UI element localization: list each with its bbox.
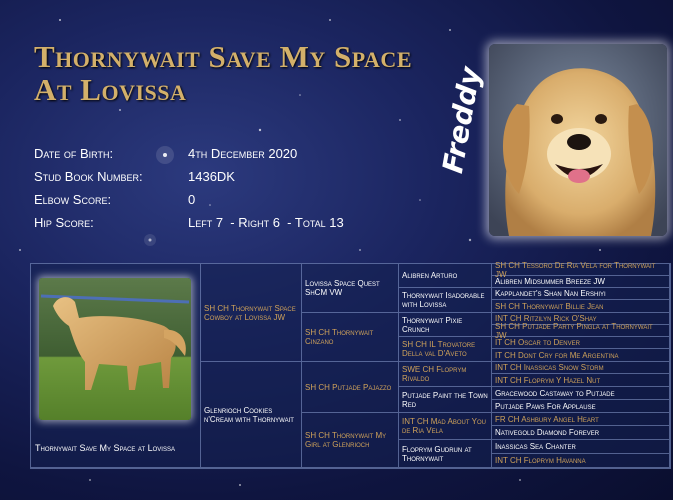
info-value: 0: [188, 192, 196, 207]
pedigree-grandparent: [302, 313, 399, 362]
pedigree-gen4: [492, 426, 670, 440]
dog-standing-photo: [39, 278, 191, 420]
pedigree-great-grandparent: [399, 362, 492, 387]
pedigree-gen4: [492, 440, 670, 454]
pedigree-grandparent: [302, 362, 399, 413]
pedigree-grandparent: [302, 264, 399, 313]
pedigree-gen4: [492, 362, 670, 374]
pedigree-gen4: [492, 454, 670, 468]
nickname-label: Freddy: [436, 64, 488, 176]
great-grandparent-name: Thornywait Pixie Crunch: [402, 315, 463, 334]
pedigree-gen4: [492, 300, 670, 313]
pedigree-gen4: [492, 400, 670, 413]
gen4-name: INT CH Floprym Y Hazel Nut: [495, 375, 601, 385]
great-grandparent-name: Floprym Gudrun at Thornywait: [402, 444, 472, 463]
parent-name: Glenrioch Cookies n'Cream with Thornywait: [204, 405, 294, 424]
pedigree-great-grandparent: [399, 264, 492, 288]
great-grandparent-name: SWE CH Floprym Rivaldo: [402, 365, 467, 383]
dog-head-photo: [489, 44, 667, 236]
pedigree-parent: [201, 362, 302, 468]
gen4-name: Nativegold Diamond Forever: [495, 428, 600, 437]
grandparent-name: Lovissa Space Quest ShCM VW: [305, 279, 380, 297]
info-value: 4th December 2020: [188, 146, 298, 161]
gen4-name: Putjade Paws For Applause: [495, 401, 596, 411]
great-grandparent-name: SH CH IL Trovatore Della val D'Aveto: [402, 340, 476, 358]
gen4-name: INT CH Inassicas Snow Storm: [495, 363, 604, 372]
pedigree-table: [30, 260, 671, 469]
info-value: 1436DK: [188, 169, 235, 184]
pedigree-great-grandparent: [399, 288, 492, 313]
gen4-name: IT CH Oscar to Denver: [495, 338, 580, 347]
grandparent-name: SH CH Thornywait My Girl at Glenrioch: [305, 431, 387, 449]
pedigree-great-grandparent: [399, 440, 492, 468]
pedigree-gen4: [492, 374, 670, 387]
info-label: Elbow Score:: [34, 192, 112, 207]
info-label: Date of Birth:: [34, 146, 114, 161]
pedigree-gen4: [492, 288, 670, 300]
pedigree-great-grandparent: [399, 313, 492, 337]
gen4-name: INT CH Floprym Havanna: [495, 456, 586, 465]
pedigree-gen4: [492, 260, 670, 279]
gen4-name: SH CH Tessoro De Ria Vela for Thornywait JW: [495, 260, 656, 279]
gen4-name: SH CH Thornywait Billie Jean: [495, 301, 604, 311]
grandparent-name: SH CH Putjade Pajazzo: [305, 382, 392, 392]
gen4-name: Kapplandet's Shan Nan Ershiyi: [495, 289, 606, 298]
pedigree-gen4: [492, 321, 670, 340]
gen4-name: SH CH Putjade Party Pingla at Thornywait JW: [495, 321, 653, 340]
pedigree-grandparent: [302, 413, 399, 468]
grandparent-name: SH CH Thornywait Cinzano: [305, 328, 374, 346]
gen4-name: Gracewood Castaway to Putjade: [495, 388, 615, 398]
subject-name: Thornywait Save My Space at Lovissa: [35, 443, 175, 453]
gen4-name: INT CH Ritzilyn Rick O'Shay: [495, 314, 597, 323]
pedigree-great-grandparent: [399, 387, 492, 413]
gen4-name: Inassicas Sea Chanter: [495, 442, 576, 451]
pedigree-gen4: [492, 337, 670, 349]
info-label: Stud Book Number:: [34, 169, 143, 184]
great-grandparent-name: Alibren Arturo: [402, 271, 458, 280]
pedigree-parent: [201, 264, 302, 362]
pedigree-gen4: [492, 387, 670, 400]
pedigree-gen4: [492, 349, 670, 362]
pedigree-great-grandparent: [399, 413, 492, 440]
great-grandparent-name: Putjade Paint the Town Red: [402, 390, 488, 409]
gen4-name: IT CH Dont Cry for Me Argentina: [495, 350, 619, 360]
gen4-name: Alibren Midsummer Breeze JW: [495, 277, 605, 286]
info-value: Left 7 - Right 6 - Total 13: [188, 215, 344, 230]
great-grandparent-name: INT CH Mad About You de Ria Vela: [402, 417, 486, 435]
great-grandparent-name: Thornywait Isadorable with Lovissa: [402, 291, 485, 309]
page-title: Thornywait Save My Space At Lovissa: [34, 39, 412, 107]
pedigree-gen4: [492, 413, 670, 426]
parent-name: SH CH Thornywait Space Cowboy at Lovissa JW: [204, 303, 296, 322]
info-label: Hip Score:: [34, 215, 94, 230]
pedigree-gen4: [492, 276, 670, 288]
gen4-name: FR CH Ashbury Angel Heart: [495, 414, 599, 424]
pedigree-great-grandparent: [399, 337, 492, 362]
